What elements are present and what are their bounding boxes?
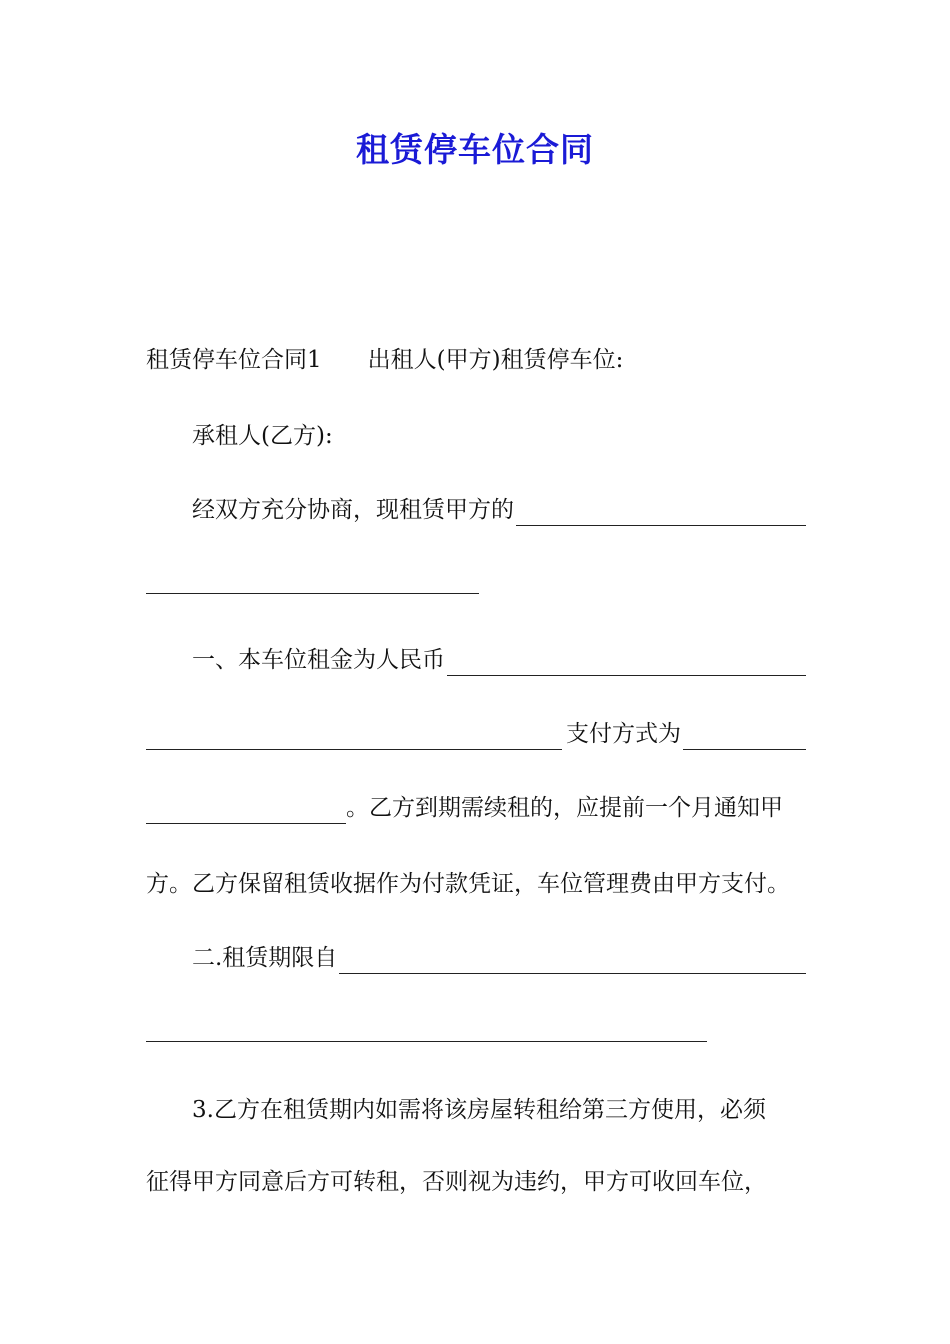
clause3-line1: 3.乙方在租赁期内如需将该房屋转租给第三方使用，必须	[192, 1097, 766, 1123]
clause3-line2: 征得甲方同意后方可转租，否则视为违约，甲方可收回车位，	[146, 1169, 767, 1195]
document-title: 租赁停车位合同	[356, 130, 594, 169]
contract-number-label: 租赁停车位合同1	[146, 347, 322, 373]
clause1-rent-text: 一、本车位租金为人民币	[192, 647, 445, 673]
agreement-intro-text: 经双方充分协商，现租赁甲方的	[192, 497, 514, 523]
lease-term-blank	[339, 951, 806, 974]
clause2-term-text: 二.租赁期限自	[192, 945, 338, 971]
clause2-term-line	[192, 942, 806, 974]
rent-amount-blank	[447, 653, 806, 676]
contract-heading-line	[146, 344, 806, 376]
clause1-rent-line	[192, 644, 806, 676]
renewal-notice-text: 。乙方到期需续租的，应提前一个月通知甲	[346, 795, 783, 821]
clause1-payment-line	[146, 718, 806, 750]
premises-blank	[516, 503, 806, 526]
clause1-renewal-line	[146, 792, 806, 824]
lessee-label: 承租人(乙方):	[192, 423, 333, 449]
rent-amount-blank-continued	[146, 727, 562, 750]
payment-method-blank-continued	[146, 801, 346, 824]
payment-method-text: 支付方式为	[566, 721, 681, 747]
lessor-label: 出租人(甲方)租赁停车位:	[367, 347, 624, 373]
agreement-intro-line	[192, 494, 806, 526]
lease-term-blank-continued	[146, 1041, 707, 1042]
payment-method-blank	[683, 727, 806, 750]
clause1-continuation: 方。乙方保留租赁收据作为付款凭证，车位管理费由甲方支付。	[146, 871, 790, 897]
premises-blank-continued	[146, 593, 479, 594]
